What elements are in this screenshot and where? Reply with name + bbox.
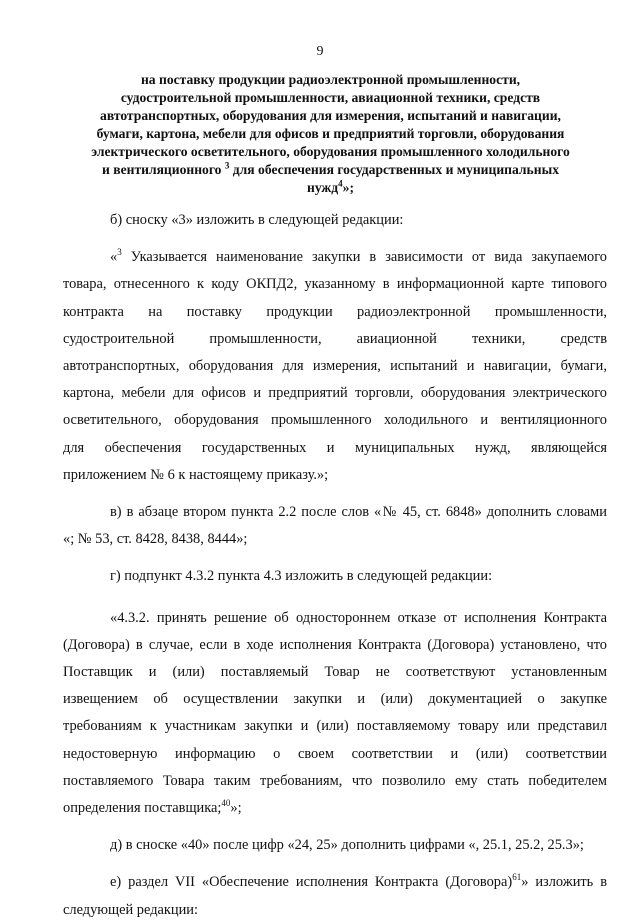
heading-line: электрического осветительного, оборудования промышленного холодильного — [91, 144, 570, 159]
heading-text: для обеспечения государственных и муниципальных — [232, 162, 559, 177]
document-body — [63, 207, 607, 924]
document-heading — [58, 71, 603, 197]
text-line: автотранспортных, оборудования для измерения, испытаний и навигации, бумаги, — [63, 358, 607, 375]
text-line: приложением № 6 к настоящему приказу.»; — [63, 466, 329, 483]
text-line: поставляемого Товара таким требованиям, что позволило ему стать победителем — [63, 772, 607, 789]
text-line: судостроительной промышленности, авиационной техники, средств — [63, 330, 607, 347]
footnote-ref: 3 — [224, 160, 230, 171]
footnote-3-text — [63, 244, 607, 489]
heading-line — [58, 179, 603, 197]
text-line: (Договора) в случае, если в ходе исполнения Контракта (Договора) установлено, что — [63, 636, 607, 653]
text-line: извещением об осуществлении закупки и (или) документацией о закупке — [63, 691, 607, 708]
text-line: недостоверную информацию о своем соответствии и (или) соответствии — [63, 745, 607, 762]
heading-line — [58, 161, 603, 179]
text-line: «4.3.2. принять решение об одностороннем отказе от исполнения Контракта — [110, 609, 607, 626]
footnote-ref: 61 — [512, 872, 522, 883]
paragraph-b: б) сноску «3» изложить в следующей редакции: — [110, 212, 404, 228]
text-line: Поставщик и (или) поставляемый Товар не соответствуют установленным — [63, 664, 607, 681]
paragraph-e — [63, 869, 607, 923]
heading-line: бумаги, картона, мебели для офисов и предприятий торговли, оборудования — [96, 126, 565, 141]
text-line: в) в абзаце втором пункта 2.2 после слов «№ 45, ст. 6848» дополнить словами — [110, 504, 607, 521]
clause-4-3-2 — [63, 605, 607, 823]
text-line: контракта на поставку продукции радиоэлектронной промышленности, — [63, 303, 607, 320]
heading-line: на поставку продукции радиоэлектронной промышленности, — [140, 72, 521, 87]
page-number: 9 — [316, 44, 324, 59]
heading-text: нужд — [306, 180, 339, 195]
paragraph-d: д) в сноске «40» после цифр «24, 25» дополнить цифрами «, 25.1, 25.2, 25.3»; — [110, 837, 584, 854]
heading-line: автотранспортных, оборудования для измерения, испытаний и навигации, — [100, 108, 561, 123]
text-line: е) раздел VII «Обеспечение исполнения Контракта (Договора)$^{61}$» изложить в — [110, 872, 607, 891]
text-line: требованиям к участникам закупки и (или) поставляемому товару или представил — [63, 718, 607, 735]
text-line: следующей редакции: — [63, 901, 198, 918]
text-line: «$^3$ Указывается наименование закупки в зависимости от вида закупаемого — [110, 247, 607, 266]
text-line: картона, мебели для офисов и предприятий торговли, оборудования электрического — [63, 385, 607, 402]
heading-text: »; — [342, 180, 354, 195]
heading-text: и вентиляционного — [102, 162, 222, 177]
footnote-ref: 3 — [117, 247, 122, 258]
paragraph-v — [63, 499, 607, 553]
paragraph-g: г) подпункт 4.3.2 пункта 4.3 изложить в следующей редакции: — [110, 568, 493, 585]
text-line: товара, отнесенного к коду ОКПД2, указанному в информационной карте типового — [63, 276, 607, 293]
text-line: определения поставщика;$^{40}$»; — [63, 798, 242, 817]
text-line: «; № 53, ст. 8428, 8438, 8444»; — [63, 531, 248, 548]
footnote-ref: 4 — [338, 178, 343, 189]
heading-line: судостроительной промышленности, авиационной техники, средств — [120, 90, 541, 105]
footnote-ref: 40 — [221, 798, 231, 809]
text-line: для обеспечения государственных и муниципальных нужд, являющейся — [63, 439, 607, 456]
text-line: осветительного, оборудования промышленного холодильного и вентиляционного — [63, 412, 607, 429]
